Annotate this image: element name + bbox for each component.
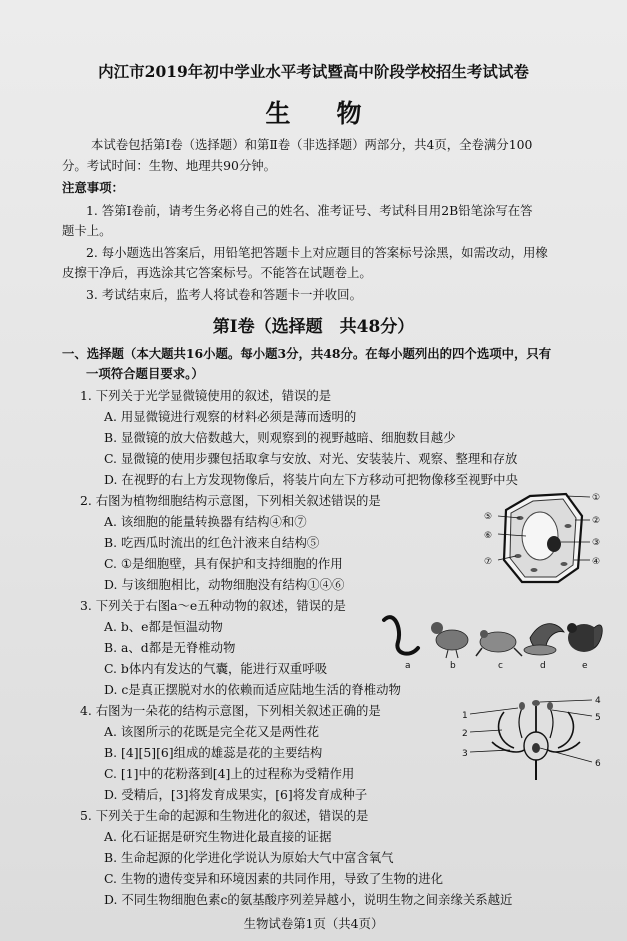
q2-stem: 2. 右图为植物细胞结构示意图，下列相关叙述错误的是 — [80, 493, 381, 508]
q2-option-a: A. 该细胞的能量转换器有结构④和⑦ — [104, 514, 307, 529]
q5-option-d: D. 不同生物细胞色素c的氨基酸序列差异越小，说明生物之间亲缘关系越近 — [104, 892, 513, 907]
frog-eye-shape — [480, 630, 488, 638]
q4-option-a: A. 该图所示的花既是完全花又是两性花 — [104, 724, 320, 739]
flower-label-4: 4 — [595, 696, 601, 706]
section-title: 第Ⅰ卷（选择题 共48分） — [212, 317, 415, 337]
chloroplast-shape — [565, 524, 572, 528]
subject-title: 生物 — [265, 99, 408, 128]
q5-option-a: A. 化石证据是研究生物进化最直接的证据 — [104, 829, 332, 844]
q3-stem: 3. 下列关于右图a～e五种动物的叙述，错误的是 — [80, 598, 346, 613]
q3-option-b: B. a、d都是无脊椎动物 — [104, 640, 236, 655]
note-1b: 题卡上。 — [62, 223, 112, 238]
pigeon-body-shape — [436, 630, 468, 650]
q5-option-c: C. 生物的遗传变异和环境因素的共同作用，导致了生物的进化 — [104, 871, 444, 886]
ovule-shape — [532, 743, 540, 753]
intro-line-1: 本试卷包括第Ⅰ卷（选择题）和第Ⅱ卷（非选择题）两部分，共4页，全卷满分100 — [91, 137, 533, 152]
flower-label-6: 6 — [595, 759, 601, 769]
right-petal-shape — [558, 712, 573, 748]
anther-shape — [547, 702, 553, 710]
note-2a: 2. 每小题选出答案后，用铅笔把答题卡上对应题目的答案标号涂黑，如需改动，用橡 — [86, 245, 548, 260]
flower-label-1: 1 — [462, 711, 468, 721]
cell-label-5: ⑤ — [484, 512, 493, 522]
cell-label-1: ① — [592, 493, 601, 503]
flower-label-5: 5 — [595, 713, 601, 723]
q2-option-d: D. 与该细胞相比，动物细胞没有结构①④⑥ — [104, 577, 345, 592]
q3-option-d: D. c是真正摆脱对水的依赖而适应陆地生活的脊椎动物 — [104, 682, 401, 697]
note-1a: 1. 答第Ⅰ卷前，请考生务必将自己的姓名、准考证号、考试科目用2B铅笔涂写在答 — [86, 203, 533, 218]
flower-structure-diagram — [462, 690, 607, 782]
exam-title: 内江市2019年初中学业水平考试暨高中阶段学校招生考试试卷 — [98, 62, 529, 81]
intro-line-2: 分。考试时间：生物、地理共90分钟。 — [62, 158, 277, 173]
note-2b: 皮擦干净后，再选涂其它答案标号。不能答在试题卷上。 — [62, 265, 372, 280]
earthworm-shape — [384, 617, 418, 654]
stamen-right-shape — [550, 708, 553, 738]
q1-option-d: D. 在视野的右上方发现物像后，将装片向左下方移动可把物像移至视野中央 — [104, 472, 518, 487]
q4-option-d: D. 受精后，[3]将发育成果实，[6]将发育成种子 — [104, 787, 368, 802]
q5-option-b: B. 生命起源的化学进化学说认为原始大气中富含氧气 — [104, 850, 394, 865]
q1-option-b: B. 显微镜的放大倍数越大，则观察到的视野越暗、细胞数目越少 — [104, 430, 456, 445]
q5-stem: 5. 下列关于生命的起源和生物进化的叙述，错误的是 — [80, 808, 369, 823]
vacuole-shape — [522, 512, 558, 560]
stigma-shape — [532, 700, 540, 706]
animal-label-a: a — [405, 661, 411, 670]
q4-stem: 4. 右图为一朵花的结构示意图，下列相关叙述正确的是 — [80, 703, 381, 718]
stamen-left-shape — [519, 708, 522, 738]
five-animals-figure — [380, 608, 605, 670]
q4-option-c: C. [1]中的花粉落到[4]上的过程称为受精作用 — [104, 766, 355, 781]
q3-option-c: C. b体内有发达的气囊，能进行双重呼吸 — [104, 661, 328, 676]
q1-stem: 1. 下列关于光学显微镜使用的叙述，错误的是 — [80, 388, 332, 403]
note-3: 3. 考试结束后，监考人将试卷和答题卡一并收回。 — [86, 287, 362, 302]
notes-heading: 注意事项： — [62, 180, 124, 195]
q2-option-b: B. 吃西瓜时流出的红色汁液来自结构⑤ — [104, 535, 320, 550]
cell-label-2: ② — [592, 516, 601, 526]
animal-label-e: e — [582, 661, 588, 670]
animal-label-d: d — [540, 661, 546, 670]
anther-shape — [519, 702, 525, 710]
animal-label-c: c — [498, 661, 503, 670]
flower-label-3: 3 — [462, 749, 468, 759]
section-heading-a: 一、选择题（本大题共16小题。每小题3分，共48分。在每小题列出的四个选项中，只有 — [62, 346, 552, 361]
section-heading-b: 一项符合题目要求。） — [86, 366, 204, 381]
cell-label-7: ⑦ — [484, 557, 493, 567]
q4-option-b: B. [4][5][6]组成的雄蕊是花的主要结构 — [104, 745, 323, 760]
q1-option-a: A. 用显微镜进行观察的材料必须是薄而透明的 — [104, 409, 357, 424]
cell-label-6: ⑥ — [484, 531, 493, 541]
plant-cell-diagram — [478, 488, 613, 588]
q3-option-a: A. b、e都是恒温动物 — [104, 619, 223, 634]
page-footer: 生物试卷第1页（共4页） — [243, 916, 384, 931]
chloroplast-shape — [561, 562, 568, 566]
flower-label-2: 2 — [462, 729, 468, 739]
q2-option-c: C. ①是细胞壁，具有保护和支持细胞的作用 — [104, 556, 343, 571]
cell-label-4: ④ — [592, 557, 601, 567]
cell-label-3: ③ — [592, 538, 601, 548]
nucleus-shape — [547, 536, 561, 552]
q1-option-c: C. 显微镜的使用步骤包括取拿与安放、对光、安装装片、观察、整理和存放 — [104, 451, 518, 466]
chloroplast-shape — [531, 568, 538, 572]
animal-label-b: b — [450, 661, 456, 670]
pigeon-head-shape — [431, 622, 443, 634]
